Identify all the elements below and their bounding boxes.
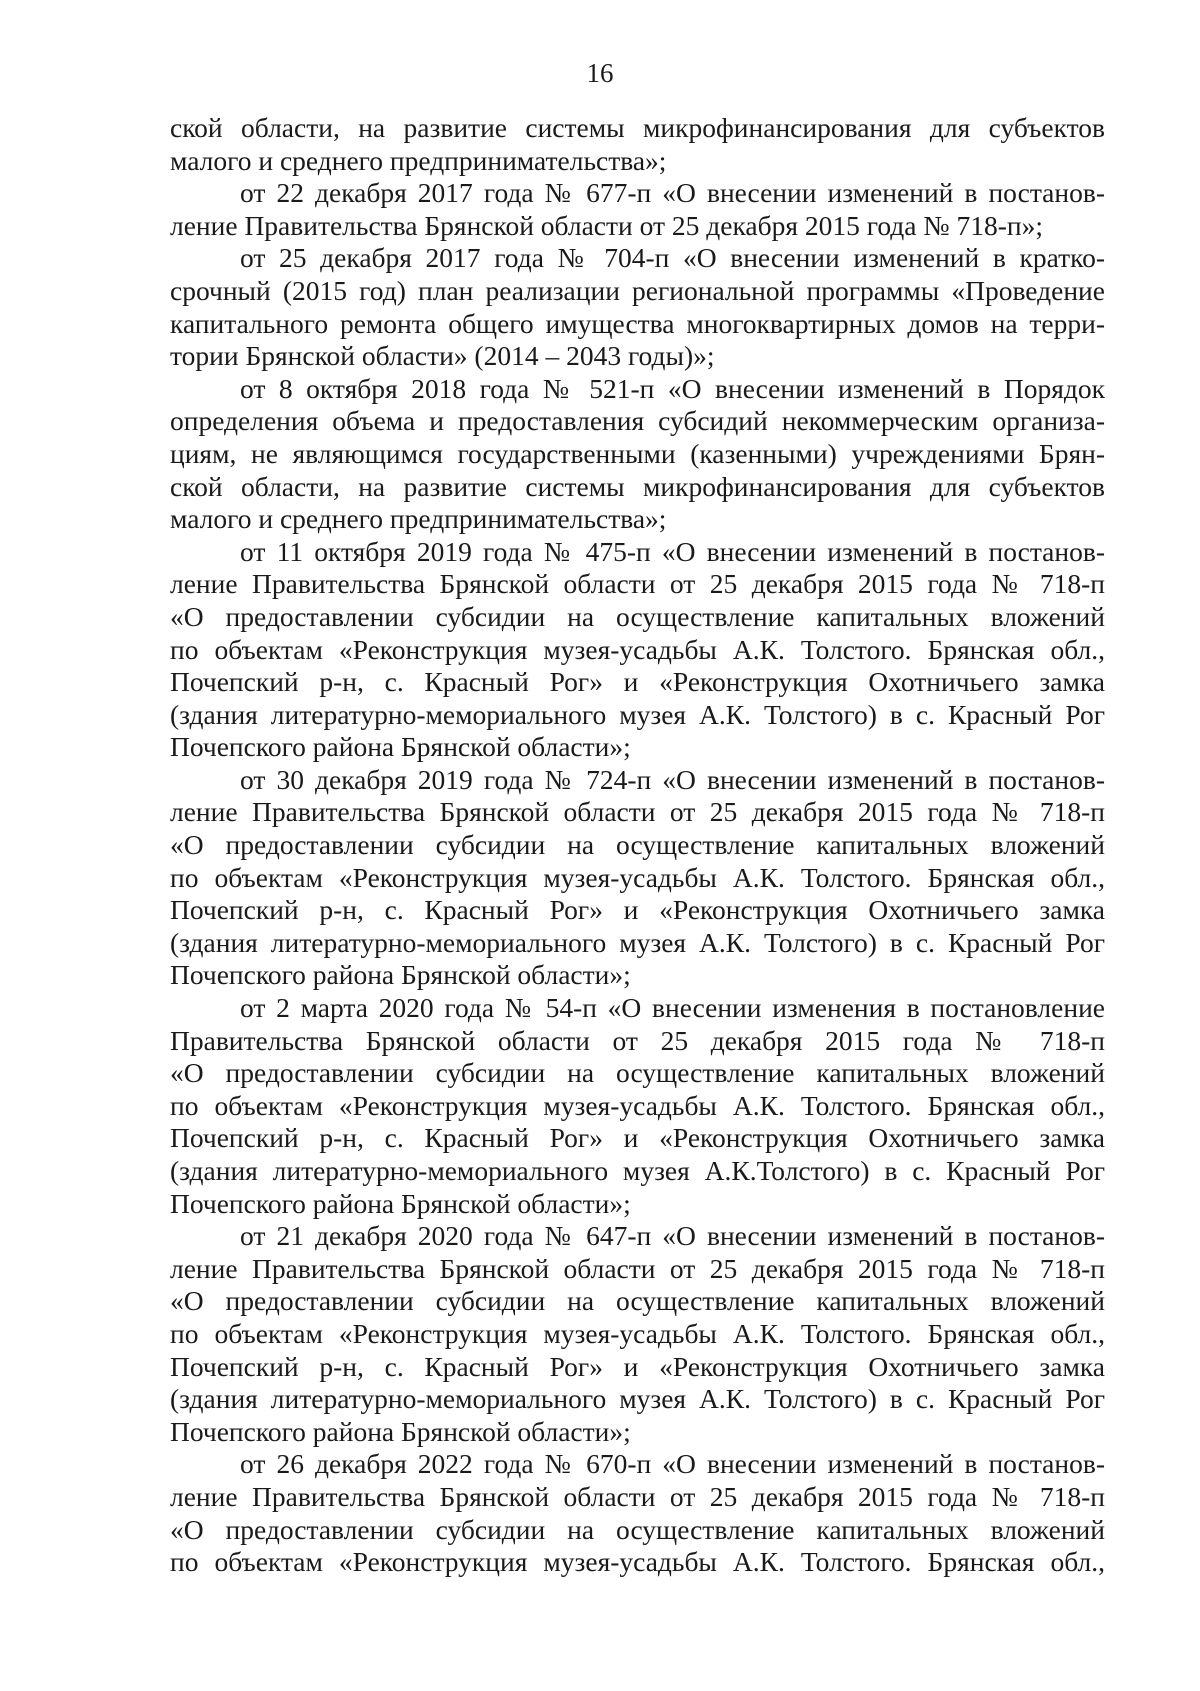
text-line: Почепского района Брянской области»; (170, 1415, 631, 1447)
text-line: от 21 декабря 2020 года № 647-п «О внесении изменений в постанов- (240, 1220, 1105, 1252)
page-number: 16 (586, 58, 614, 88)
text-line: Почепский р-н, с. Красный Рог» и «Реконструкция Охотничьего замка (170, 1350, 1105, 1382)
text-line: «О предоставлении субсидии на осуществление капитальных вложений (170, 1057, 1105, 1089)
text-line: от 26 декабря 2022 года № 670-п «О внесении изменений в постанов- (240, 1448, 1105, 1480)
text-line: от 30 декабря 2019 года № 724-п «О внесении изменений в постанов- (240, 763, 1105, 795)
text-line: «О предоставлении субсидии на осуществление капитальных вложений (170, 1513, 1105, 1545)
text-line: Почепского района Брянской области»; (170, 731, 631, 763)
text-line: по объектам «Реконструкция музея-усадьбы А.К. Толстого. Брянская обл., (170, 1546, 1105, 1578)
text-line: ление Правительства Брянской области от 25 декабря 2015 года № 718-п (170, 1480, 1105, 1512)
text-line: по объектам «Реконструкция музея-усадьбы А.К. Толстого. Брянская обл., (170, 633, 1105, 665)
text-line: от 11 октября 2019 года № 475-п «О внесении изменений в постанов- (240, 535, 1105, 567)
text-line: по объектам «Реконструкция музея-усадьбы А.К. Толстого. Брянская обл., (170, 1317, 1105, 1349)
text-line: ской области, на развитие системы микрофинансирования для субъектов (170, 112, 1105, 143)
text-line: тории Брянской области» (2014 – 2043 годы)»; (170, 340, 715, 372)
text-line: Почепский р-н, с. Красный Рог» и «Реконструкция Охотничьего замка (170, 666, 1105, 698)
text-line: ской области, на развитие системы микрофинансирования для субъектов (170, 470, 1105, 502)
text-line: малого и среднего предпринимательства»; (170, 503, 667, 535)
text-line: «О предоставлении субсидии на осуществление капитальных вложений (170, 600, 1105, 632)
text-line: Почепского района Брянской области»; (170, 959, 631, 991)
text-line: ление Правительства Брянской области от 25 декабря 2015 года № 718-п (170, 568, 1105, 600)
text-line: (здания литературно-мемориального музея А.К. Толстого) в с. Красный Рог (170, 926, 1105, 958)
text-line: циям, не являющимся государственными (казенными) учреждениями Брян- (170, 437, 1105, 469)
text-line: (здания литературно-мемориального музея А.К. Толстого) в с. Красный Рог (170, 698, 1105, 730)
text-line: Почепский р-н, с. Красный Рог» и «Реконструкция Охотничьего замка (170, 1122, 1105, 1154)
text-line: ление Правительства Брянской области от 25 декабря 2015 года № 718-п»; (170, 209, 1043, 241)
text-line: от 8 октября 2018 года № 521-п «О внесении изменений в Порядок (240, 372, 1105, 404)
text-line: от 25 декабря 2017 года № 704-п «О внесении изменений в кратко- (240, 242, 1105, 274)
text-line: ление Правительства Брянской области от 25 декабря 2015 года № 718-п (170, 1252, 1105, 1284)
text-line: определения объема и предоставления субсидий некоммерческим организа- (170, 405, 1105, 437)
document-body (170, 112, 1105, 1579)
text-line: капитального ремонта общего имущества многоквартирных домов на терри- (170, 307, 1105, 339)
text-line: Почепский р-н, с. Красный Рог» и «Реконструкция Охотничьего замка (170, 894, 1105, 926)
text-line: малого и среднего предпринимательства»; (170, 144, 667, 176)
text-line: «О предоставлении субсидии на осуществление капитальных вложений (170, 829, 1105, 861)
text-line: (здания литературно-мемориального музея А.К.Толстого) в с. Красный Рог (170, 1155, 1105, 1186)
text-line: (здания литературно-мемориального музея А.К. Толстого) в с. Красный Рог (170, 1383, 1105, 1415)
text-line: «О предоставлении субсидии на осуществление капитальных вложений (170, 1285, 1105, 1317)
text-line: Почепского района Брянской области»; (170, 1187, 631, 1219)
text-line: ление Правительства Брянской области от 25 декабря 2015 года № 718-п (170, 796, 1105, 828)
text-line: от 2 марта 2020 года № 54-п «О внесении изменения в постановление (240, 992, 1105, 1024)
text-line: Правительства Брянской области от 25 декабря 2015 года № 718-п (170, 1024, 1105, 1056)
text-line: срочный (2015 год) план реализации региональной программы «Проведение (170, 274, 1105, 306)
text-line: по объектам «Реконструкция музея-усадьбы А.К. Толстого. Брянская обл., (170, 861, 1105, 893)
text-line: от 22 декабря 2017 года № 677-п «О внесении изменений в постанов- (240, 177, 1105, 209)
text-line: по объектам «Реконструкция музея-усадьбы А.К. Толстого. Брянская обл., (170, 1089, 1105, 1121)
